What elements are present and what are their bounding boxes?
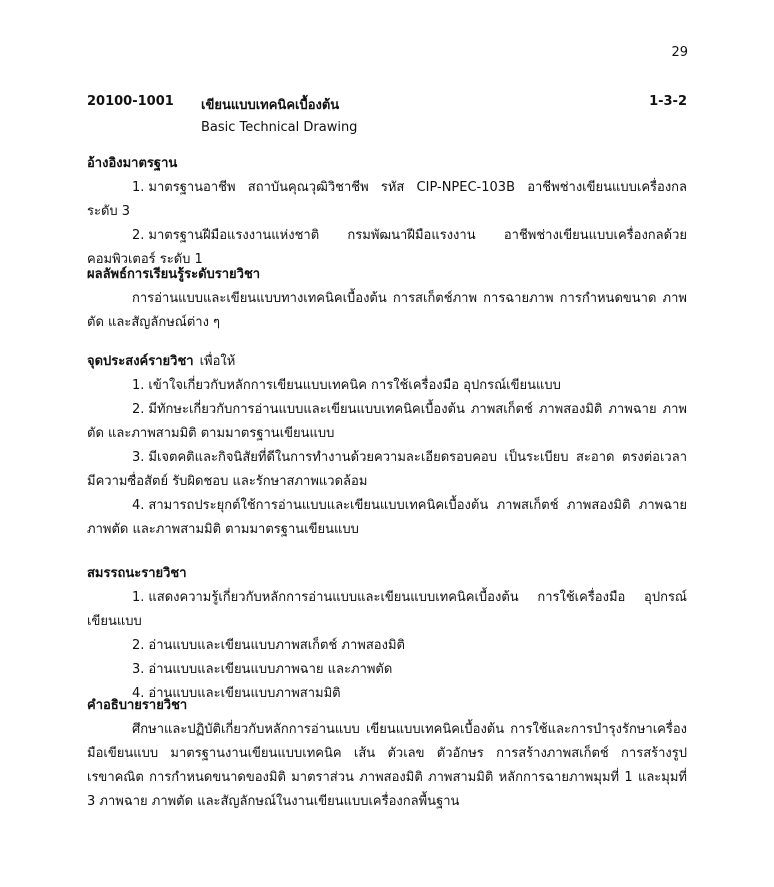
learning-outcomes-section (87, 263, 687, 335)
list-item (87, 634, 687, 658)
objectives-section (87, 350, 687, 542)
learning-outcomes-heading: ผลลัพธ์การเรียนรู้ระดับรายวิชา (87, 267, 261, 282)
reference-standards-section (87, 152, 687, 272)
list-item-number: 2. (132, 638, 145, 653)
list-item-number: 1. (132, 590, 145, 605)
course-title-english: Basic Technical Drawing (201, 120, 358, 135)
competencies-list (87, 586, 687, 706)
list-item-number: 4. (132, 686, 145, 701)
list-item (87, 446, 687, 494)
course-header (87, 94, 687, 144)
list-item (87, 658, 687, 682)
course-description-text: ศึกษาและปฏิบัติเกี่ยวกับหลักการอ่านแบบ เขียนแบบเทคนิคเบื้องต้น การใช้และการบำรุงรักษาเครื่องมือเขียนแบบ มาตรฐานงานเขียนแบบเทคนิค เส้น ตัวเลข ตัวอักษร การสร้างภาพสเก็ตช์ การสร้างรูปเรขาคณิต การกำหนดขนาดของมิติ มาตราส่วน ภาพสองมิติ ภาพสามมิติ หลักการฉายภาพมุมที่ 1 และมุมที่ 3 ภาพฉาย ภาพตัด และสัญลักษณ์ในงานเขียนแบบเครื่องกลพื้นฐาน (87, 722, 687, 809)
list-item-text: แสดงความรู้เกี่ยวกับหลักการอ่านแบบและเขียนแบบเทคนิคเบื้องต้น การใช้เครื่องมือ อุปกรณ์เขียนแบบ (87, 590, 687, 629)
list-item-text: มาตรฐานฝีมือแรงงานแห่งชาติ กรมพัฒนาฝีมือแรงงาน อาชีพช่างเขียนแบบเครื่องกลด้วยคอมพิวเตอร์ ระดับ 1 (87, 228, 687, 267)
list-item-number: 3. (132, 662, 145, 677)
list-item-number: 1. (132, 180, 145, 195)
list-item-number: 1. (132, 378, 145, 393)
list-item-text: มีเจตคติและกิจนิสัยที่ดีในการทำงานด้วยความละเอียดรอบคอบ เป็นระเบียบ สะอาด ตรงต่อเวลา มีความซื่อสัตย์ รับผิดชอบ และรักษาสภาพแวดล้อม (87, 450, 687, 489)
objectives-heading-suffix: เพื่อให้ (199, 354, 236, 369)
competencies-section (87, 562, 687, 706)
list-item-number: 2. (132, 228, 145, 243)
course-description-section (87, 694, 687, 814)
reference-standards-list (87, 176, 687, 272)
list-item (87, 176, 687, 224)
list-item-text: สามารถประยุกต์ใช้การอ่านแบบและเขียนแบบเทคนิคเบื้องต้น ภาพสเก็ตช์ ภาพสองมิติ ภาพฉาย ภาพตัด และภาพสามมิติ ตามมาตรฐานเขียนแบบ (87, 498, 687, 537)
list-item-text: อ่านแบบและเขียนแบบภาพฉาย และภาพตัด (148, 662, 393, 677)
list-item-text: มาตรฐานอาชีพ สถาบันคุณวุฒิวิชาชีพ รหัส CIP-NPEC-103B อาชีพช่างเขียนแบบเครื่องกล ระดับ 3 (87, 180, 687, 219)
list-item (87, 374, 687, 398)
course-title-thai: เขียนแบบเทคนิคเบื้องต้น (201, 98, 340, 113)
list-item-number: 4. (132, 498, 145, 513)
page-number: 29 (671, 45, 688, 60)
list-item-number: 2. (132, 402, 145, 417)
list-item-text: มีทักษะเกี่ยวกับการอ่านแบบและเขียนแบบเทคนิคเบื้องต้น ภาพสเก็ตช์ ภาพสองมิติ ภาพฉาย ภาพตัด และภาพสามมิติ ตามมาตรฐานเขียนแบบ (87, 402, 687, 441)
objectives-heading-text: จุดประสงค์รายวิชา (87, 354, 194, 369)
list-item-text: อ่านแบบและเขียนแบบภาพสเก็ตช์ ภาพสองมิติ (148, 638, 405, 653)
list-item-number: 3. (132, 450, 145, 465)
course-code: 20100-1001 (87, 94, 174, 109)
list-item-text: เข้าใจเกี่ยวกับหลักการเขียนแบบเทคนิค การใช้เครื่องมือ อุปกรณ์เขียนแบบ (148, 378, 561, 393)
list-item-text: อ่านแบบและเขียนแบบภาพสามมิติ (148, 686, 341, 701)
objectives-heading (87, 350, 687, 374)
objectives-list (87, 374, 687, 542)
course-description-heading: คำอธิบายรายวิชา (87, 698, 188, 713)
list-item (87, 494, 687, 542)
list-item (87, 586, 687, 634)
course-credits: 1-3-2 (649, 94, 687, 109)
reference-standards-heading: อ้างอิงมาตรฐาน (87, 156, 178, 171)
competencies-heading: สมรรถนะรายวิชา (87, 566, 187, 581)
list-item (87, 398, 687, 446)
learning-outcomes-text: การอ่านแบบและเขียนแบบทางเทคนิคเบื้องต้น การสเก็ตช์ภาพ การฉายภาพ การกำหนดขนาด ภาพตัด และสัญลักษณ์ต่าง ๆ (87, 291, 687, 330)
